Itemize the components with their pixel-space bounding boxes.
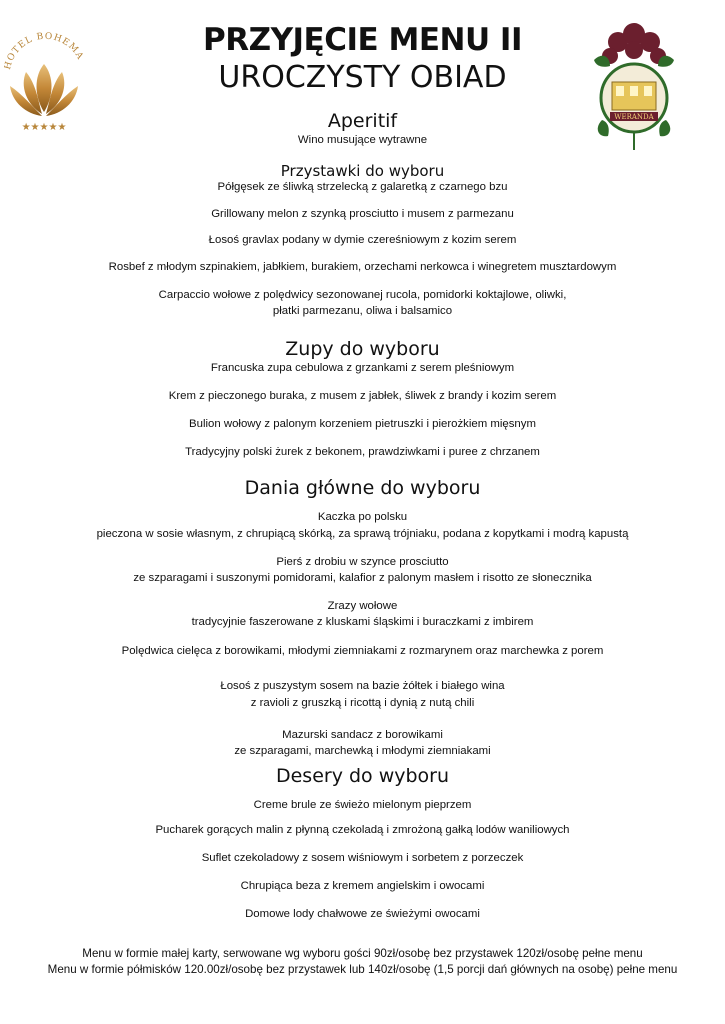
page-title: PRZYJĘCIE MENU II — [203, 22, 522, 58]
menu-item: Creme brule ze świeżo mielonym pieprzem — [253, 799, 472, 811]
section-title-mains: Dania główne do wyboru — [244, 477, 481, 499]
menu-item: Półgęsek ze śliwką strzelecką z galaretką z czarnego bzu — [217, 181, 508, 193]
menu-item: ze szparagami, marchewką i młodymi ziemniakami — [234, 745, 491, 757]
menu-item: Chrupiąca beza z kremem angielskim i owocami — [240, 880, 485, 892]
menu-item: Łosoś gravlax podany w dymie czereśniowym z kozim serem — [208, 234, 517, 246]
menu-item: Suflet czekoladowy z sosem wiśniowym i sorbetem z porzeczek — [201, 852, 524, 864]
menu-item: Łosoś z puszystym sosem na bazie żółtek i białego wina — [220, 680, 505, 692]
menu-item: Polędwica cielęca z borowikami, młodymi ziemniakami z rozmarynem oraz marchewka z porem — [121, 645, 604, 657]
hotel-logo-stars: ★★★★★ — [21, 122, 67, 133]
menu-item: Zrazy wołowe — [327, 600, 398, 612]
menu-item: Wino musujące wytrawne — [297, 134, 428, 146]
menu-item: Domowe lody chałwowe ze świeżymi owocami — [245, 908, 480, 920]
menu-item: Carpaccio wołowe z polędwicy sezonowanej rucola, pomidorki koktajlowe, oliwki, — [158, 289, 567, 301]
pricing-line: Menu w formie małej karty, serwowane wg wyboru gości 90zł/osobę bez przystawek 120zł/osobę pełne menu — [82, 947, 643, 960]
weranda-logo-text: WERANDA — [614, 113, 654, 121]
menu-item: Tradycyjny polski żurek z bekonem, prawdziwkami i puree z chrzanem — [185, 446, 540, 458]
hotel-logo-arc-text: HOTEL BOHEMA — [4, 31, 84, 71]
section-title-starters: Przystawki do wyboru — [280, 162, 445, 180]
menu-item: Kaczka po polsku — [317, 511, 408, 523]
menu-item: tradycyjnie faszerowane z kluskami śląskimi i buraczkami z imbirem — [191, 616, 534, 628]
pricing-line: Menu w formie półmisków 120.00zł/osobę bez przystawek lub 140zł/osobę (1,5 porcji dań głównych na osobę) pełne menu — [47, 963, 678, 976]
menu-item: z ravioli z gruszką i ricottą i dynią z nutą chili — [250, 697, 475, 709]
section-title-soups: Zupy do wyboru — [285, 338, 440, 360]
menu-item: płatki parmezanu, oliwa i balsamico — [272, 305, 453, 317]
page-subtitle: UROCZYSTY OBIAD — [218, 60, 507, 95]
menu-item: Krem z pieczonego buraka, z musem z jabłek, śliwek z brandy i kozim serem — [168, 390, 557, 402]
menu-item: Rosbef z młodym szpinakiem, jabłkiem, burakiem, orzechami nerkowca i winegretem musztardowym — [108, 261, 617, 273]
menu-item: Francuska zupa cebulowa z grzankami z serem pleśniowym — [210, 362, 515, 374]
menu-item: Grillowany melon z szynką prosciutto i musem z parmezanu — [211, 208, 514, 220]
menu-item: Mazurski sandacz z borowikami — [282, 729, 443, 741]
menu-item: Bulion wołowy z palonym korzeniem pietruszki i pierożkiem mięsnym — [189, 418, 536, 430]
menu-item: pieczona w sosie własnym, z chrupiącą skórką, za sprawą trójniaku, podana z kopytkami i modrą kapustą — [96, 528, 629, 540]
menu-item: Pucharek gorących malin z płynną czekoladą i zmrożoną gałką lodów waniliowych — [155, 824, 570, 836]
menu-item: ze szparagami i suszonymi pomidorami, kalafior z palonym masłem i risotto ze słonecznika — [133, 572, 592, 584]
menu-item: Pierś z drobiu w szynce prosciutto — [276, 556, 449, 568]
section-title-desserts: Desery do wyboru — [275, 765, 450, 787]
section-title-aperitif: Aperitif — [327, 110, 398, 132]
